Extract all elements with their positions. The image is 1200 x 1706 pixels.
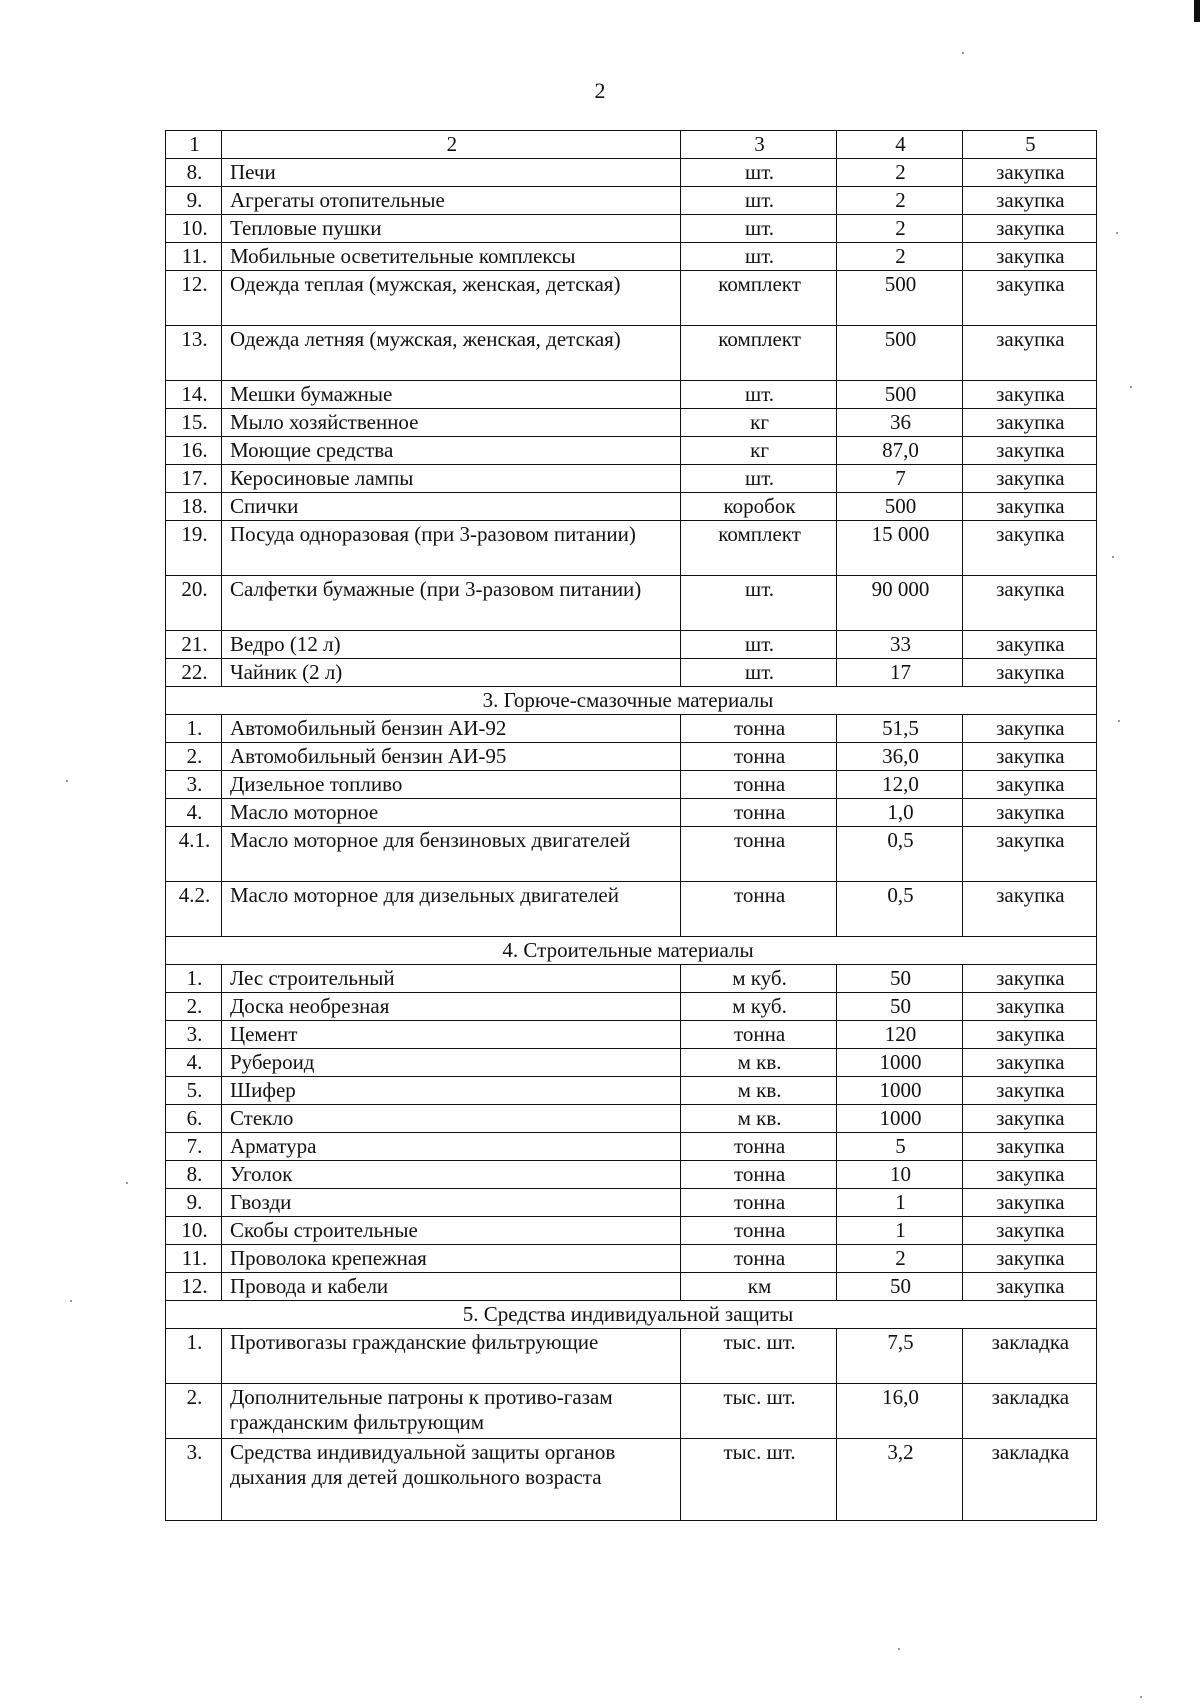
table-row [166,243,1097,271]
cell-source: закупка [962,1273,1096,1301]
table-row [166,659,1097,687]
scan-speck [1130,386,1132,388]
cell-name: Ведро (12 л) [221,631,680,659]
table-row [166,827,1097,882]
cell-name: Моющие средства [221,437,680,465]
cell-name: Дополнительные патроны к противо-газам гражданским фильтрующим [221,1384,680,1439]
cell-quantity: 1 [837,1189,962,1217]
cell-source: закупка [962,187,1096,215]
cell-name: Доска необрезная [221,993,680,1021]
cell-unit: тонна [680,799,837,827]
cell-quantity: 2 [837,215,962,243]
section-title: 4. Строительные материалы [166,937,1097,965]
cell-number: 18. [166,493,222,521]
table-row [166,1105,1097,1133]
cell-unit: тонна [680,743,837,771]
cell-number: 11. [166,1245,222,1273]
cell-name: Масло моторное [221,799,680,827]
table-body [166,131,1097,1521]
cell-number: 1. [166,965,222,993]
cell-number: 11. [166,243,222,271]
cell-name: Тепловые пушки [221,215,680,243]
table-row [166,771,1097,799]
cell-source: закупка [962,993,1096,1021]
cell-name: Автомобильный бензин АИ-95 [221,743,680,771]
cell-unit: тонна [680,1161,837,1189]
cell-source: закупка [962,1133,1096,1161]
table-row [166,521,1097,576]
cell-quantity: 36 [837,409,962,437]
cell-unit: тонна [680,827,837,882]
cell-source: закупка [962,243,1096,271]
cell-source: закупка [962,882,1096,937]
cell-unit: м кв. [680,1105,837,1133]
scan-speck [1116,232,1118,234]
cell-unit: км [680,1273,837,1301]
cell-quantity: 51,5 [837,715,962,743]
cell-source: закупка [962,1189,1096,1217]
cell-name: Скобы строительные [221,1217,680,1245]
cell-quantity: 7 [837,465,962,493]
table-row [166,381,1097,409]
cell-source: закупка [962,437,1096,465]
cell-unit: шт. [680,187,837,215]
cell-number: 3. [166,1021,222,1049]
cell-number: 13. [166,326,222,381]
cell-name: Одежда летняя (мужская, женская, детская) [221,326,680,381]
cell-unit: тыс. шт. [680,1329,837,1384]
table-row [166,1077,1097,1105]
cell-quantity: 3,2 [837,1439,962,1521]
table-row [166,1245,1097,1273]
cell-source: закупка [962,1077,1096,1105]
cell-quantity: 50 [837,993,962,1021]
table-row [166,437,1097,465]
cell-number: 20. [166,576,222,631]
table-row [166,1133,1097,1161]
cell-name: Керосиновые лампы [221,465,680,493]
cell-quantity: 2 [837,187,962,215]
cell-source: закупка [962,576,1096,631]
cell-source: закупка [962,409,1096,437]
cell-name: Гвозди [221,1189,680,1217]
section-header-row [166,687,1097,715]
table-row [166,493,1097,521]
cell-source: закладка [962,1384,1096,1439]
cell-number: 21. [166,631,222,659]
table-row [166,1439,1097,1521]
cell-quantity: 0,5 [837,827,962,882]
table-row [166,1329,1097,1384]
cell-name: Масло моторное для бензиновых двигателей [221,827,680,882]
cell-source: закупка [962,1217,1096,1245]
cell-unit: комплект [680,326,837,381]
cell-number: 9. [166,187,222,215]
cell-number: 19. [166,521,222,576]
section-header-row [166,937,1097,965]
cell-unit: м куб. [680,965,837,993]
cell-number: 2. [166,1384,222,1439]
cell-quantity: 5 [837,1133,962,1161]
cell-number: 17. [166,465,222,493]
cell-source: закупка [962,659,1096,687]
header-col-1: 1 [166,131,222,159]
cell-number: 8. [166,159,222,187]
cell-quantity: 0,5 [837,882,962,937]
cell-number: 4. [166,799,222,827]
cell-quantity: 2 [837,159,962,187]
cell-name: Дизельное топливо [221,771,680,799]
cell-unit: коробок [680,493,837,521]
cell-unit: м куб. [680,993,837,1021]
cell-unit: тыс. шт. [680,1439,837,1521]
cell-unit: кг [680,437,837,465]
cell-name: Мыло хозяйственное [221,409,680,437]
table-row [166,187,1097,215]
table-row [166,882,1097,937]
cell-unit: шт. [680,631,837,659]
table-row [166,799,1097,827]
cell-unit: тыс. шт. [680,1384,837,1439]
cell-name: Рубероид [221,1049,680,1077]
cell-name: Стекло [221,1105,680,1133]
cell-name: Посуда одноразовая (при 3-разовом питании) [221,521,680,576]
cell-quantity: 7,5 [837,1329,962,1384]
cell-number: 3. [166,1439,222,1521]
cell-source: закупка [962,1021,1096,1049]
cell-source: закупка [962,493,1096,521]
cell-name: Чайник (2 л) [221,659,680,687]
cell-quantity: 2 [837,1245,962,1273]
cell-source: закладка [962,1439,1096,1521]
cell-source: закупка [962,827,1096,882]
cell-source: закупка [962,1105,1096,1133]
table-row [166,1189,1097,1217]
cell-quantity: 90 000 [837,576,962,631]
cell-number: 1. [166,1329,222,1384]
cell-number: 4.1. [166,827,222,882]
cell-source: закупка [962,521,1096,576]
section-title: 5. Средства индивидуальной защиты [166,1301,1097,1329]
cell-quantity: 16,0 [837,1384,962,1439]
cell-source: закупка [962,631,1096,659]
cell-source: закупка [962,465,1096,493]
cell-source: закупка [962,271,1096,326]
cell-unit: м кв. [680,1077,837,1105]
cell-name: Шифер [221,1077,680,1105]
header-row [166,131,1097,159]
cell-quantity: 1000 [837,1077,962,1105]
cell-number: 4. [166,1049,222,1077]
table-row [166,465,1097,493]
cell-quantity: 33 [837,631,962,659]
table-row [166,631,1097,659]
table-row [166,409,1097,437]
table-row [166,215,1097,243]
scan-speck [70,1300,72,1302]
cell-name: Спички [221,493,680,521]
table-row [166,1049,1097,1077]
cell-name: Арматура [221,1133,680,1161]
cell-source: закупка [962,159,1096,187]
cell-name: Автомобильный бензин АИ-92 [221,715,680,743]
cell-number: 15. [166,409,222,437]
table-row [166,965,1097,993]
page-number: 2 [594,78,606,103]
table-row [166,1021,1097,1049]
cell-number: 4.2. [166,882,222,937]
cell-unit: кг [680,409,837,437]
table-row [166,159,1097,187]
cell-unit: шт. [680,576,837,631]
cell-quantity: 36,0 [837,743,962,771]
cell-source: закупка [962,1049,1096,1077]
table-row [166,326,1097,381]
cell-quantity: 500 [837,271,962,326]
table-row [166,1161,1097,1189]
cell-name: Мобильные осветительные комплексы [221,243,680,271]
cell-quantity: 120 [837,1021,962,1049]
cell-source: закупка [962,381,1096,409]
cell-source: закупка [962,215,1096,243]
cell-number: 16. [166,437,222,465]
cell-name: Средства индивидуальной защиты органов дыхания для детей дошкольного возраста [221,1439,680,1521]
table-row [166,1217,1097,1245]
table-row [166,271,1097,326]
cell-name: Уголок [221,1161,680,1189]
cell-unit: комплект [680,271,837,326]
cell-unit: м кв. [680,1049,837,1077]
cell-number: 1. [166,715,222,743]
cell-quantity: 17 [837,659,962,687]
header-col-2: 2 [221,131,680,159]
cell-number: 12. [166,1273,222,1301]
cell-quantity: 12,0 [837,771,962,799]
cell-quantity: 2 [837,243,962,271]
scan-speck [962,52,964,54]
cell-quantity: 87,0 [837,437,962,465]
cell-quantity: 500 [837,381,962,409]
cell-number: 2. [166,743,222,771]
table-row [166,743,1097,771]
cell-number: 22. [166,659,222,687]
cell-unit: тонна [680,771,837,799]
cell-unit: тонна [680,1021,837,1049]
cell-quantity: 50 [837,1273,962,1301]
cell-name: Лес строительный [221,965,680,993]
cell-source: закупка [962,743,1096,771]
cell-source: закупка [962,771,1096,799]
cell-name: Агрегаты отопительные [221,187,680,215]
cell-name: Салфетки бумажные (при 3-разовом питании) [221,576,680,631]
cell-quantity: 500 [837,493,962,521]
cell-number: 14. [166,381,222,409]
cell-number: 9. [166,1189,222,1217]
cell-number: 10. [166,1217,222,1245]
cell-unit: шт. [680,659,837,687]
cell-source: закупка [962,1245,1096,1273]
table-row [166,576,1097,631]
cell-name: Одежда теплая (мужская, женская, детская) [221,271,680,326]
cell-unit: тонна [680,882,837,937]
cell-number: 10. [166,215,222,243]
cell-number: 8. [166,1161,222,1189]
cell-quantity: 15 000 [837,521,962,576]
cell-name: Печи [221,159,680,187]
cell-name: Проволока крепежная [221,1245,680,1273]
cell-number: 12. [166,271,222,326]
header-col-4: 4 [837,131,962,159]
materials-table [165,130,1097,1521]
cell-name: Противогазы гражданские фильтрующие [221,1329,680,1384]
table-row [166,993,1097,1021]
table-row [166,1384,1097,1439]
cell-number: 6. [166,1105,222,1133]
cell-name: Цемент [221,1021,680,1049]
cell-quantity: 1,0 [837,799,962,827]
cell-unit: тонна [680,1217,837,1245]
section-header-row [166,1301,1097,1329]
cell-name: Провода и кабели [221,1273,680,1301]
cell-quantity: 10 [837,1161,962,1189]
cell-name: Масло моторное для дизельных двигателей [221,882,680,937]
scan-speck [898,1648,900,1650]
table-row [166,1273,1097,1301]
cell-unit: комплект [680,521,837,576]
cell-source: закупка [962,965,1096,993]
cell-number: 3. [166,771,222,799]
cell-source: закупка [962,1161,1096,1189]
cell-source: закупка [962,715,1096,743]
cell-unit: шт. [680,243,837,271]
cell-unit: шт. [680,465,837,493]
cell-source: закупка [962,799,1096,827]
cell-source: закупка [962,326,1096,381]
cell-quantity: 1000 [837,1049,962,1077]
scan-edge-mark [1194,0,1200,22]
cell-number: 2. [166,993,222,1021]
cell-number: 7. [166,1133,222,1161]
cell-unit: шт. [680,159,837,187]
header-col-5: 5 [962,131,1096,159]
cell-quantity: 500 [837,326,962,381]
cell-unit: тонна [680,1133,837,1161]
cell-quantity: 1000 [837,1105,962,1133]
cell-source: закладка [962,1329,1096,1384]
cell-unit: тонна [680,1189,837,1217]
section-title: 3. Горюче-смазочные материалы [166,687,1097,715]
cell-unit: шт. [680,381,837,409]
cell-number: 5. [166,1077,222,1105]
scan-speck [126,1182,128,1184]
scan-speck [1118,720,1120,722]
header-col-3: 3 [680,131,837,159]
table-row [166,715,1097,743]
cell-unit: тонна [680,1245,837,1273]
cell-unit: тонна [680,715,837,743]
cell-unit: шт. [680,215,837,243]
cell-name: Мешки бумажные [221,381,680,409]
cell-quantity: 1 [837,1217,962,1245]
cell-quantity: 50 [837,965,962,993]
scan-speck [1140,1696,1142,1698]
scan-speck [1112,556,1114,558]
scan-speck [66,780,68,782]
